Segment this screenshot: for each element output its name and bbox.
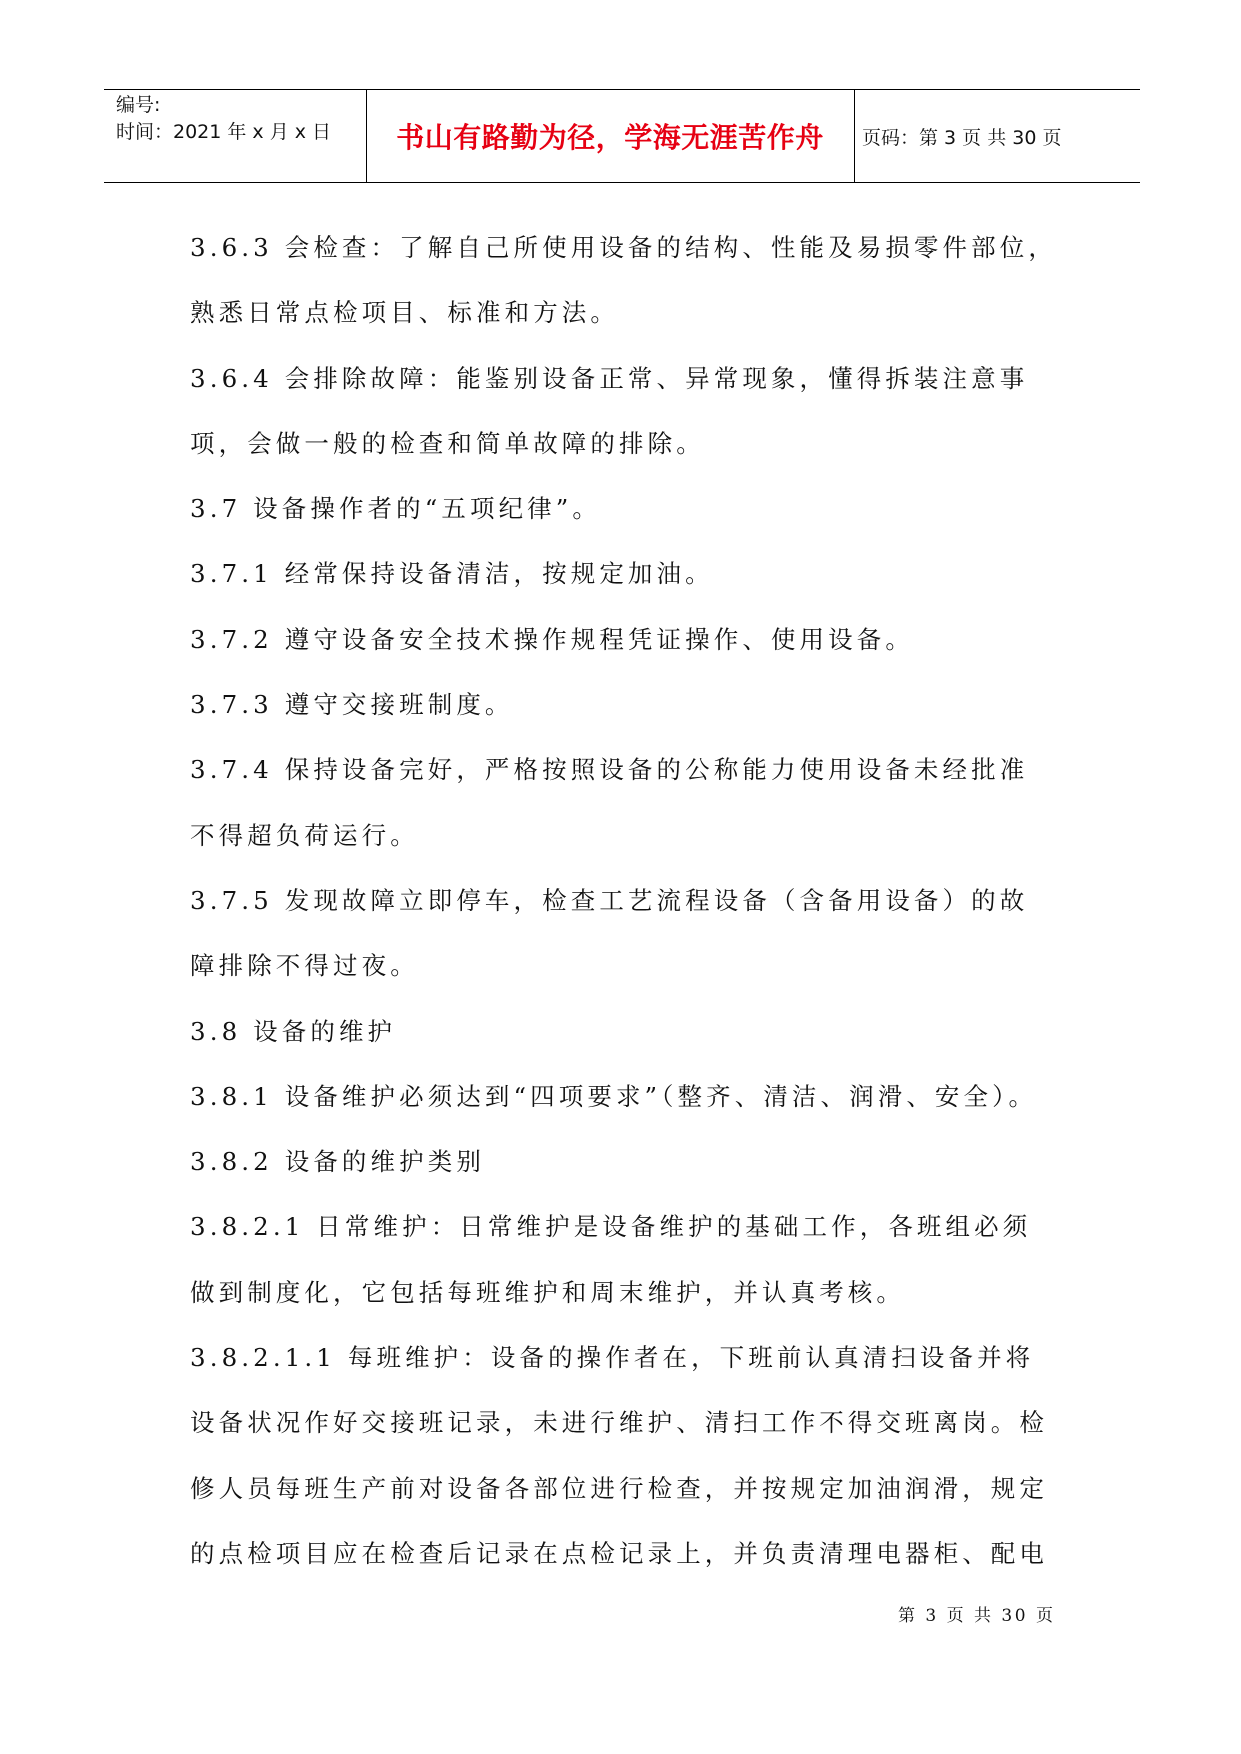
text-line: 3.6.3 会检查：了解自己所使用设备的结构、性能及易损零件部位， [190, 233, 1057, 262]
text-line: 3.7.2 遵守设备安全技术操作规程凭证操作、使用设备。 [190, 624, 914, 654]
text-line: 熟悉日常点检项目、标准和方法。 [190, 298, 619, 328]
text-line: 3.7 设备操作者的“五项纪律”。 [190, 494, 601, 524]
document-body [190, 215, 1062, 1586]
text-line: 3.8.2.1.1 每班维护：设备的操作者在，下班前认真清扫设备并将 [190, 1343, 1035, 1373]
header-info [116, 92, 331, 146]
text-line: 不得超负荷运行。 [190, 820, 419, 850]
header-page-info: 页码：第 3 页 共 30 页 [862, 126, 1062, 149]
text-line: 修人员每班生产前对设备各部位进行检查，并按规定加油润滑，规定 [190, 1473, 1048, 1503]
page-header [104, 89, 1140, 183]
document-number-label: 编号: [116, 94, 161, 116]
header-divider [854, 90, 855, 182]
text-line: 3.7.1 经常保持设备清洁，按规定加油。 [190, 559, 714, 589]
text-line: 做到制度化，它包括每班维护和周末维护，并认真考核。 [190, 1277, 905, 1307]
text-line: 3.8.2.1 日常维护：日常维护是设备维护的基础工作，各班组必须 [190, 1212, 1032, 1242]
document-date: 时间：2021 年 x 月 x 日 [116, 121, 332, 143]
text-line: 3.8 设备的维护 [190, 1016, 397, 1046]
text-line: 项，会做一般的检查和简单故障的排除。 [190, 428, 705, 458]
text-line: 3.7.3 遵守交接班制度。 [190, 690, 514, 720]
text-line: 3.8.1 设备维护必须达到“四项要求”（整齐、清洁、润滑、安全）。 [190, 1081, 1038, 1111]
text-line: 3.8.2 设备的维护类别 [190, 1147, 485, 1177]
text-line: 3.7.5 发现故障立即停车，检查工艺流程设备（含备用设备）的故 [190, 885, 1029, 915]
text-line: 3.6.4 会排除故障：能鉴别设备正常、异常现象，懂得拆装注意事 [190, 363, 1029, 393]
page-footer: 第 3 页 共 30 页 [898, 1606, 1056, 1626]
text-line: 的点检项目应在检查后记录在点检记录上，并负责清理电器柜、配电 [190, 1538, 1048, 1568]
text-line: 设备状况作好交接班记录，未进行维护、清扫工作不得交班离岗。检 [190, 1408, 1048, 1438]
text-line: 障排除不得过夜。 [190, 951, 419, 981]
text-line: 3.7.4 保持设备完好，严格按照设备的公称能力使用设备未经批准 [190, 755, 1029, 785]
header-motto: 书山有路勤为径，学海无涯苦作舟 [396, 121, 824, 154]
